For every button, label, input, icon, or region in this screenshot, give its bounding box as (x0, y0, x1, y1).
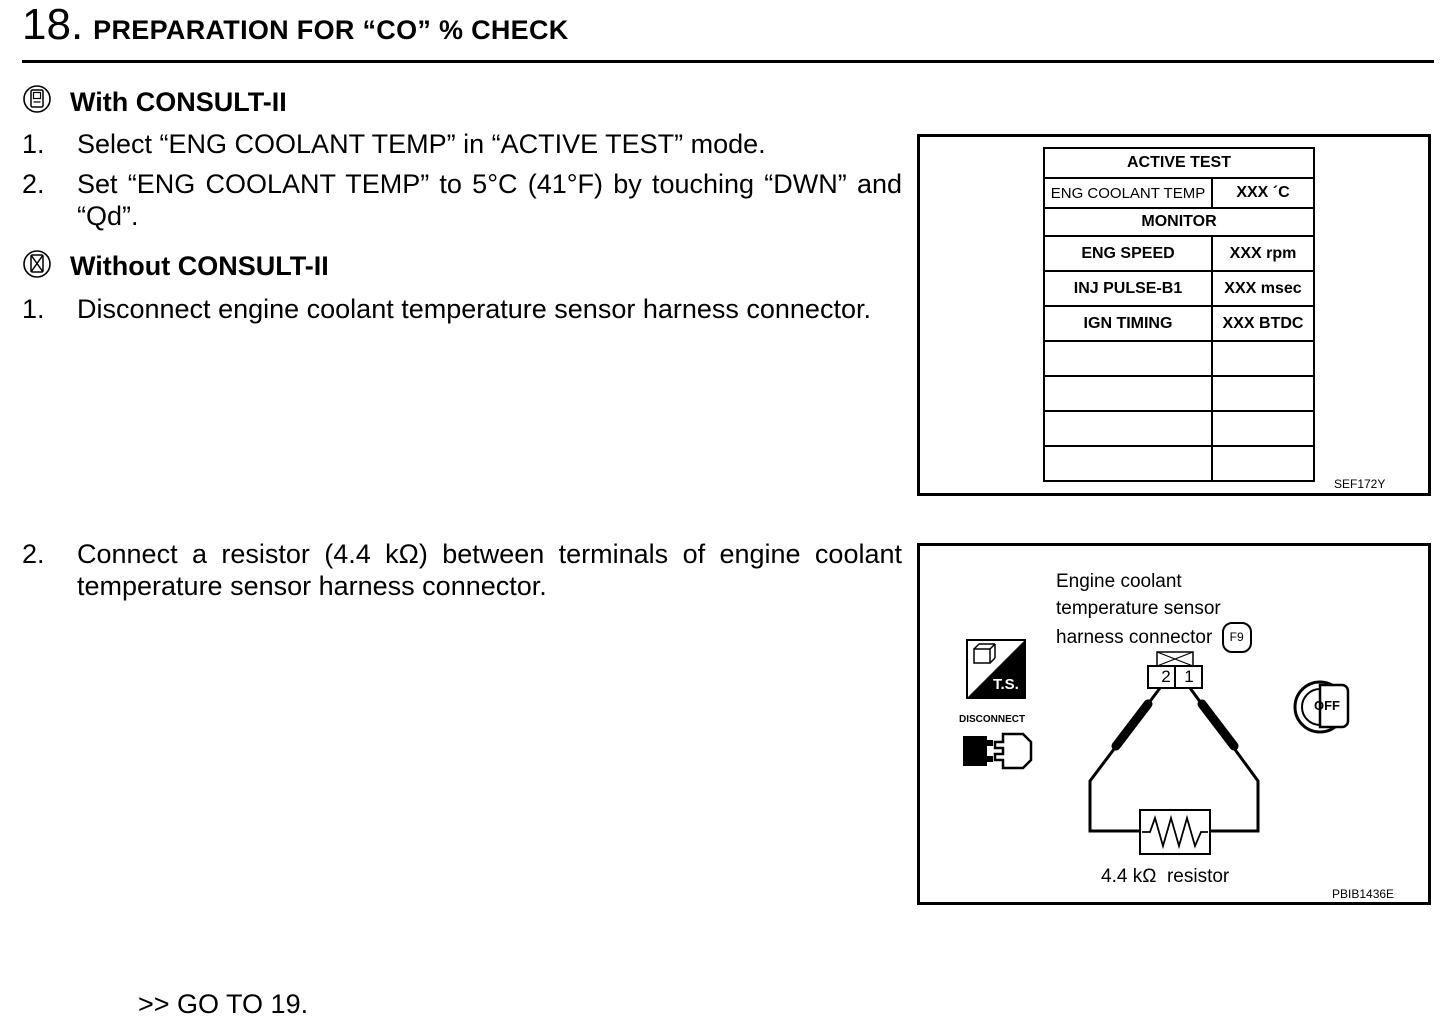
eng-coolant-temp-value: XXX ´C (1212, 178, 1314, 208)
empty-cell (1044, 341, 1212, 376)
step-heading: PREPARATION FOR “CO” % CHECK (93, 15, 569, 45)
probe-left (1116, 704, 1148, 746)
connector-id-badge: F9 (1222, 622, 1252, 653)
monitor-row-value: XXX BTDC (1212, 306, 1314, 341)
figure-code: SEF172Y (1334, 477, 1386, 491)
terminal-2-label: 2 (1161, 667, 1171, 686)
figure-consult-screen (917, 134, 1431, 496)
probe-right (1202, 704, 1234, 746)
terminal-1-label: 1 (1184, 667, 1194, 686)
step-title (22, 0, 569, 50)
empty-cell (1044, 376, 1212, 411)
header-rule (22, 60, 1434, 63)
empty-cell (1212, 446, 1314, 481)
connector-label: Engine coolant temperature sensor harness connector F9 (1056, 568, 1252, 653)
resistor-symbol (1140, 810, 1210, 854)
active-test-table (1043, 147, 1315, 482)
empty-cell (1212, 341, 1314, 376)
eng-coolant-temp-label: ENG COOLANT TEMP (1044, 178, 1212, 208)
without-consult-heading: Without CONSULT-II (70, 251, 329, 281)
resistor-label: 4.4 kΩ resistor (1101, 866, 1230, 887)
active-test-header: ACTIVE TEST (1044, 148, 1314, 178)
empty-cell (1212, 411, 1314, 446)
monitor-row-value: XXX rpm (1212, 236, 1314, 271)
figure-resistor-diagram (917, 543, 1431, 905)
monitor-row-value: XXX msec (1212, 271, 1314, 306)
goto-next-step[interactable]: >> GO TO 19. (138, 989, 309, 1019)
empty-cell (1212, 376, 1314, 411)
disconnect-label: DISCONNECT (959, 714, 1026, 725)
figure-code: PBIB1436E (1332, 887, 1395, 901)
monitor-header: MONITOR (1044, 208, 1314, 236)
monitor-row-label: IGN TIMING (1044, 306, 1212, 341)
monitor-row-label: INJ PULSE-B1 (1044, 271, 1212, 306)
wiring-diagram (920, 546, 1428, 902)
key-off-label: OFF (1314, 698, 1340, 713)
with-consult-heading: With CONSULT-II (70, 87, 287, 117)
no-consult-icon (22, 249, 54, 284)
empty-cell (1044, 446, 1212, 481)
ts-label: T.S. (993, 676, 1019, 693)
step-number: 18. (22, 0, 84, 49)
consult-icon (22, 84, 54, 119)
empty-cell (1044, 411, 1212, 446)
monitor-row-label: ENG SPEED (1044, 236, 1212, 271)
